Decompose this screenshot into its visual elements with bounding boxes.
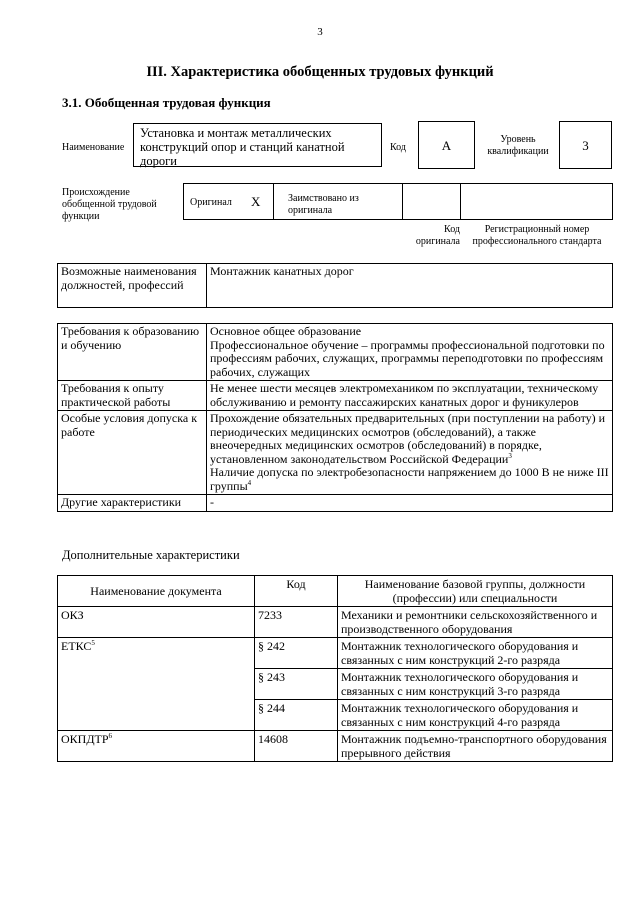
original-label: Оригинал — [190, 197, 232, 208]
otf-name-box — [133, 123, 382, 167]
footnote-ref: 4 — [247, 478, 252, 487]
origin-label: Происхождение обобщенной трудовой функции — [62, 187, 157, 222]
footnote-ref: 6 — [108, 732, 113, 740]
req-label: Другие характеристики — [58, 495, 207, 512]
positions-label: Возможные наименования должностей, профессий — [58, 264, 207, 308]
table-row — [58, 607, 613, 638]
column-header: Наименование документа — [58, 576, 255, 607]
doc-title: Монтажник технологического оборудования и связанных с ним конструкций 3-го разряда — [338, 669, 613, 700]
section-title: III. Характеристика обобщенных трудовых функций — [146, 64, 494, 80]
requirements-table — [57, 323, 613, 512]
extra-table — [57, 575, 613, 762]
req-label: Особые условия допуска к работе — [58, 411, 207, 495]
req-text: Наличие допуска по электробезопасности напряжением до 1000 В не ниже III группы — [210, 465, 609, 493]
req-text: - — [210, 495, 214, 509]
column-header: Код — [255, 576, 338, 607]
req-label: Требования к опыту практической работы — [58, 381, 207, 411]
table-row — [58, 638, 613, 669]
name-label: Наименование — [62, 142, 125, 153]
req-text: Не менее шести месяцев электромехаником по эксплуатации, техническому обслуживанию и ремонту пассажирских канатных дорог и фуникулеров — [210, 381, 599, 409]
reg-number-caption: Регистрационный номер профессионального стандарта — [472, 224, 602, 247]
positions-table — [57, 263, 613, 308]
req-row-other — [58, 495, 613, 512]
positions-value: Монтажник канатных дорог — [207, 264, 613, 308]
doc-code: 7233 — [255, 607, 338, 638]
doc-title: Монтажник технологического оборудования и связанных с ним конструкций 2-го разряда — [338, 638, 613, 669]
doc-title: Механики и ремонтники сельскохозяйственного и производственного оборудования — [338, 607, 613, 638]
subsection-title: 3.1. Обобщенная трудовая функция — [62, 95, 271, 110]
doc-name: ОКЗ — [58, 607, 255, 638]
column-header: Наименование базовой группы, должности (профессии) или специальности — [338, 576, 613, 607]
doc-title: Монтажник технологического оборудования и связанных с ним конструкций 4-го разряда — [338, 700, 613, 731]
code-original-caption: Код оригинала — [415, 224, 460, 247]
req-label: Требования к образованию и обучению — [58, 324, 207, 381]
req-row-experience — [58, 381, 613, 411]
page-number: 3 — [317, 26, 323, 38]
doc-name: ЕТКС — [61, 639, 92, 653]
table-row — [58, 731, 613, 762]
original-mark: X — [251, 194, 261, 209]
doc-title: Монтажник подъемно-транспортного оборудования прерывного действия — [338, 731, 613, 762]
req-row-education — [58, 324, 613, 381]
req-text: Профессиональное обучение – программы профессиональной подготовки по профессиям рабочих, служащих, программы переподготовки по профессиям рабочих, служащих — [210, 337, 605, 379]
code-label: Код — [390, 142, 406, 153]
level-label: Уровень квалификации — [487, 134, 549, 157]
otf-level-value: 3 — [559, 121, 612, 169]
doc-code: § 243 — [255, 669, 338, 700]
footnote-ref: 3 — [508, 451, 512, 460]
req-row-conditions — [58, 411, 613, 495]
additional-title: Дополнительные характеристики — [62, 548, 240, 562]
doc-code: § 242 — [255, 638, 338, 669]
otf-name-value: Установка и монтаж металлических конструкций опор и станций канатной дороги — [140, 126, 345, 168]
borrowed-label: Заимствовано из оригинала — [288, 193, 359, 216]
req-text: Основное общее образование — [210, 324, 362, 338]
req-text: Прохождение обязательных предварительных (при поступлении на работу) и периодических медицинских осмотров (обследований), а также внеочередных медицинских осмотров (обследований) в порядке, установленном законодательством Российской Федерации — [210, 411, 606, 466]
doc-name: ОКПДТР — [61, 732, 109, 746]
footnote-ref: 5 — [91, 639, 95, 647]
origin-box — [183, 183, 613, 220]
doc-code: 14608 — [255, 731, 338, 762]
otf-code-value: A — [418, 121, 475, 169]
doc-code: § 244 — [255, 700, 338, 731]
